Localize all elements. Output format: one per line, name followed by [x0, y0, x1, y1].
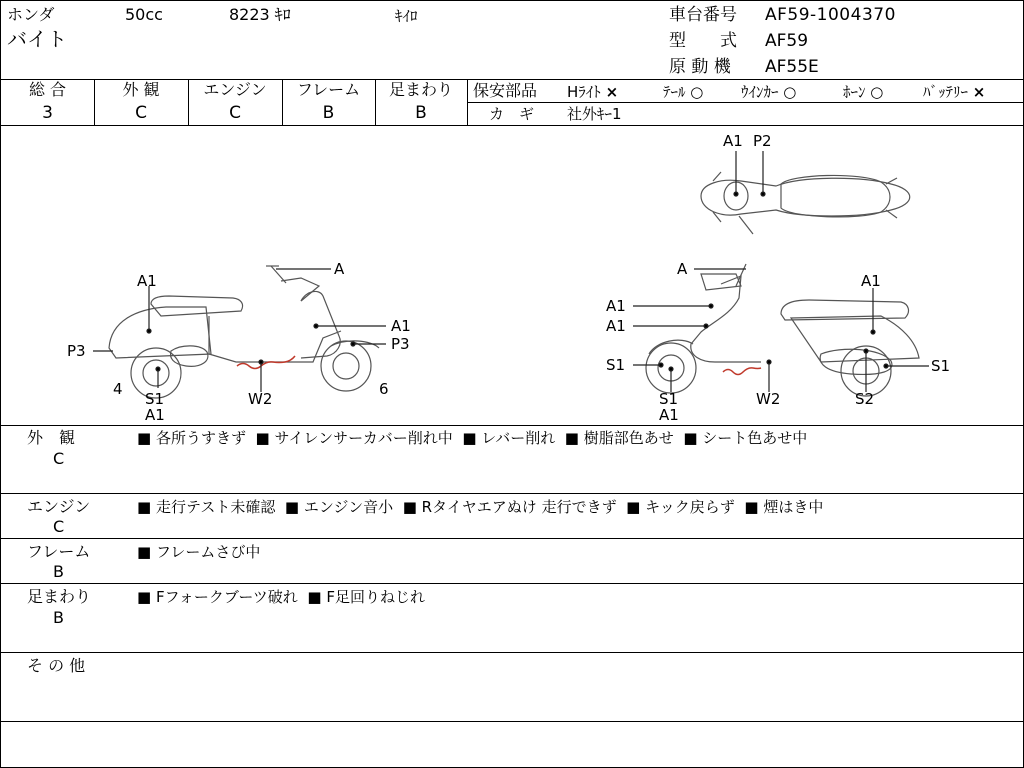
key-value: 社外ｷｰ1 [567, 105, 622, 123]
label-right-s1-right: S1 [931, 357, 951, 375]
grade-total-value: 3 [42, 103, 53, 123]
grade-frame-label: フレーム [296, 80, 361, 99]
model-name: バイト [7, 27, 67, 51]
remark-suspension-grade: B [53, 608, 64, 627]
frame-no: AF59-1004370 [765, 5, 896, 25]
label-left-4: 4 [113, 380, 123, 398]
label-top-p2: P2 [753, 132, 772, 150]
label-left-p3: P3 [67, 342, 86, 360]
remark-engine-grade: C [53, 517, 65, 536]
label-left-a1-top: A1 [137, 272, 157, 290]
maker: ホンダ [7, 5, 55, 24]
label-right-s2: S2 [855, 390, 875, 408]
label-right-a1-a: A1 [606, 297, 626, 315]
type-value: AF59 [765, 31, 809, 51]
label-right-a1-rear: A1 [861, 272, 881, 290]
grade-engine-label: エンジン [203, 80, 267, 99]
grade-engine-value: C [229, 103, 241, 123]
frame-no-label: 車台番号 [669, 5, 737, 25]
engine-value: AF55E [765, 57, 819, 77]
remark-engine-category: エンジン [27, 497, 91, 516]
grade-suspension-value: B [415, 103, 427, 123]
scratch-mark-right [723, 368, 761, 375]
label-right-a: A [677, 260, 688, 278]
label-right-s1-bottom: S1 [659, 390, 679, 408]
label-left-a1-right: A1 [391, 317, 411, 335]
label-left-6: 6 [379, 380, 389, 398]
grade-total-label: 総 合 [28, 80, 67, 99]
remark-exterior-notes: ■ 各所うすきず ■ サイレンサーカバー削れ中 ■ レバー削れ ■ 樹脂部色あせ ■ シート色あせ中 [137, 429, 808, 447]
safety-winker: ｳｲﾝｶｰ ○ [741, 83, 797, 101]
remark-exterior-grade: C [53, 449, 65, 468]
grade-exterior-label: 外 観 [122, 80, 160, 99]
type-label: 型 式 [669, 31, 737, 51]
label-right-w2: W2 [756, 390, 781, 408]
remark-suspension-category: 足まわり [27, 587, 92, 606]
scooter-diagram [1, 126, 1023, 426]
safety-headlight: Hﾗｲﾄ × [567, 83, 619, 101]
remark-engine-notes: ■ 走行テスト未確認 ■ エンジン音小 ■ Rタイヤエアぬけ 走行できず ■ キック戻らず ■ 煙はき中 [137, 498, 824, 516]
odometer-unit: ｷｲﾛ [395, 7, 418, 25]
label-left-w2: W2 [248, 390, 273, 408]
safety-label: 保安部品 [473, 81, 538, 100]
label-right-a1-bottom: A1 [659, 406, 679, 424]
safety-horn: ﾎｰﾝ ○ [843, 83, 884, 101]
label-right-s1-left: S1 [606, 356, 626, 374]
remark-suspension-notes: ■ Fフォークブーツ破れ ■ F足回りねじれ [137, 588, 425, 606]
odometer: 8223 ｷﾛ [229, 5, 291, 24]
key-label: カ ギ [489, 105, 535, 123]
remark-frame-grade: B [53, 562, 64, 581]
label-left-s1: S1 [145, 390, 165, 408]
engine-label: 原 動 機 [669, 57, 731, 77]
grade-suspension-label: 足まわり [388, 80, 453, 99]
remark-frame-category: フレーム [27, 542, 91, 561]
remark-exterior-category: 外 観 [27, 428, 76, 447]
safety-battery: ﾊﾞｯﾃﾘｰ × [923, 83, 986, 101]
label-left-a: A [334, 260, 345, 278]
remark-frame-notes: ■ フレームさび中 [137, 543, 261, 561]
displacement: 50cc [125, 5, 163, 24]
label-left-a1-bottom: A1 [145, 406, 165, 424]
grade-exterior-value: C [135, 103, 147, 123]
grade-frame-value: B [322, 103, 335, 123]
label-right-a1-b: A1 [606, 317, 626, 335]
safety-tail: ﾃｰﾙ ○ [663, 83, 704, 101]
remark-other-label: そ の 他 [27, 656, 86, 675]
scooter-top-view [701, 172, 910, 234]
label-left-p3-right: P3 [391, 335, 410, 353]
label-top-a1: A1 [723, 132, 743, 150]
